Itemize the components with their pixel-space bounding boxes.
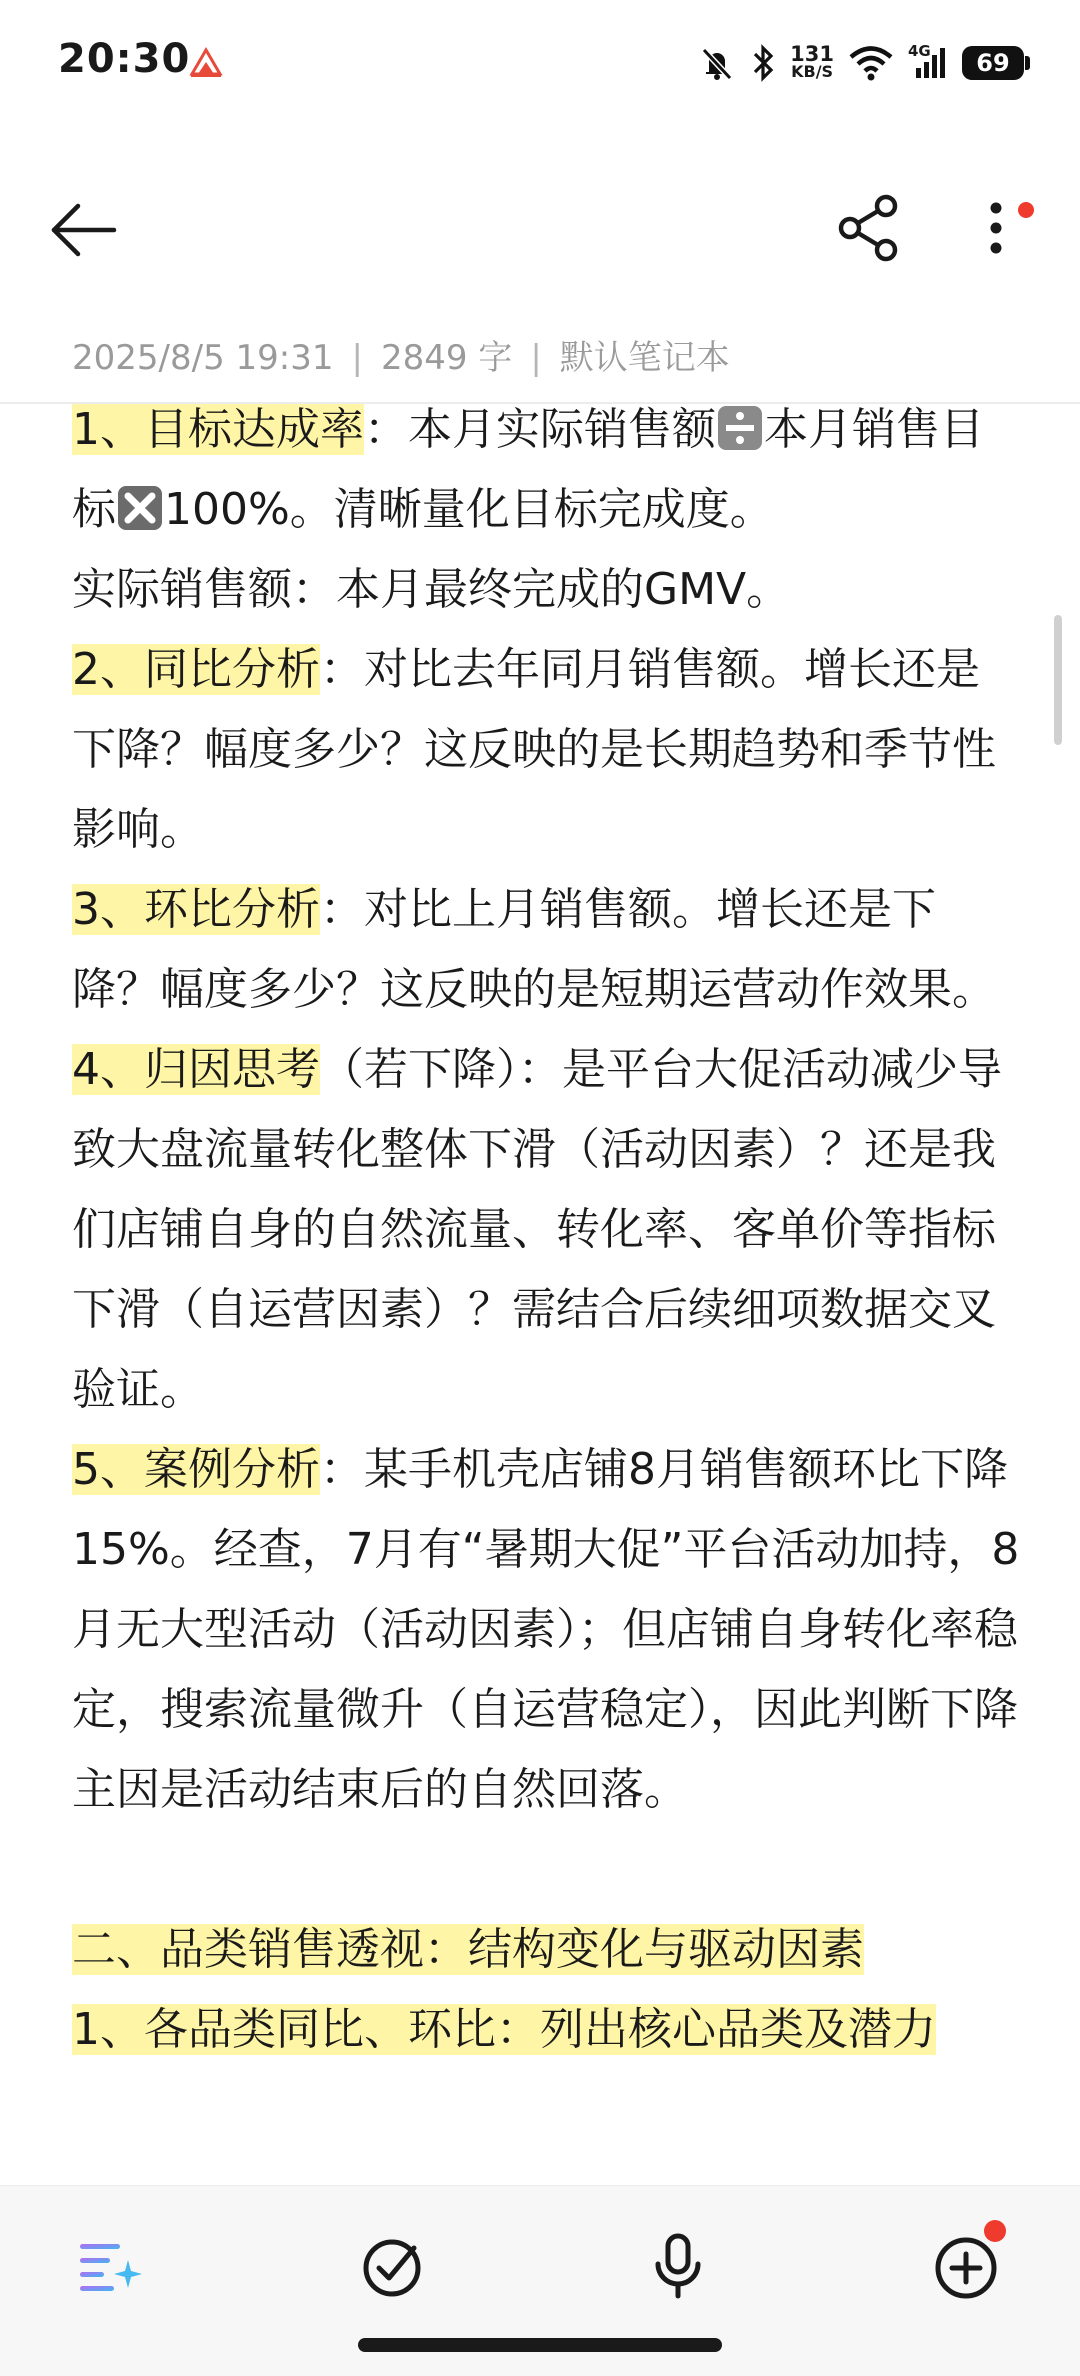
paragraph-1: 1、目标达成率：本月实际销售额 本月销售目标 100%。清晰量化目标完成度。 — [72, 404, 984, 535]
network-speed: 131 KB/S — [790, 42, 834, 81]
paragraph-2: 2、同比分析：对比去年同月销售额。增长还是下降？幅度多少？这反映的是长期趋势和季节性影响。 — [72, 644, 996, 855]
note-meta: 2025/8/5 19:31 | 2849 字 | 默认笔记本 — [72, 338, 730, 378]
notification-dot — [984, 2220, 1006, 2242]
checklist-icon[interactable] — [352, 2226, 432, 2306]
signal-icon: 4G — [908, 44, 948, 82]
highlighted-heading: 1、目标达成率 — [72, 404, 364, 455]
multiply-emoji-icon — [116, 484, 164, 532]
note-content[interactable] — [72, 390, 1022, 2070]
note-date: 2025/8/5 19:31 — [72, 338, 334, 378]
microphone-icon[interactable] — [638, 2226, 718, 2306]
back-arrow-icon[interactable] — [48, 194, 120, 266]
mute-bell-icon — [698, 44, 736, 82]
highlighted-heading: 3、环比分析 — [72, 884, 320, 935]
home-indicator[interactable] — [358, 2338, 722, 2352]
status-time: 20:30 — [58, 36, 191, 82]
bluetooth-icon — [750, 44, 776, 82]
add-button[interactable] — [926, 2226, 1006, 2306]
more-vertical-icon — [968, 192, 1028, 264]
battery-icon: 69 — [962, 46, 1024, 80]
section-heading: 二、品类销售透视：结构变化与驱动因素 — [72, 1924, 864, 1975]
status-icons — [698, 38, 1024, 88]
blank-line — [72, 1830, 1022, 1910]
word-count: 2849 字 — [380, 338, 513, 378]
divide-emoji-icon — [716, 404, 764, 452]
paragraph-4: 4、归因思考（若下降）：是平台大促活动减少导致大盘流量转化整体下滑（活动因素）？还是我们店铺自身的自然流量、转化率、客单价等指标下滑（自运营因素）？需结合后续细项数据交叉验证。 — [72, 1044, 1002, 1415]
red-mountain-app-icon — [188, 44, 224, 80]
paragraph-cutoff: 1、各品类同比、环比：列出核心品类及潜力 — [72, 2004, 936, 2055]
paragraph-3: 3、环比分析：对比上月销售额。增长还是下降？幅度多少？这反映的是短期运营动作效果。 — [72, 884, 996, 1015]
highlighted-heading: 2、同比分析 — [72, 644, 320, 695]
wifi-icon — [848, 44, 894, 82]
more-button[interactable] — [968, 192, 1028, 264]
share-icon[interactable] — [834, 192, 906, 264]
highlighted-heading: 4、归因思考 — [72, 1044, 320, 1095]
scrollbar-thumb[interactable] — [1054, 615, 1062, 745]
highlighted-heading: 5、案例分析 — [72, 1444, 320, 1495]
note-toolbar — [0, 170, 1080, 290]
paragraph-1-line2: 实际销售额：本月最终完成的GMV。 — [72, 564, 791, 615]
paragraph-5: 5、案例分析：某手机壳店铺8月销售额环比下降15%。经查，7月有“暑期大促”平台活动加持，8月无大型活动（活动因素）；但店铺自身转化率稳定，搜索流量微升（自运营稳定），因此判断下降主因是活动结束后的自然回落。 — [72, 1444, 1020, 1815]
notebook-name[interactable]: 默认笔记本 — [559, 338, 730, 378]
notification-dot — [1018, 202, 1034, 218]
status-bar — [0, 0, 1080, 120]
ai-format-icon[interactable] — [68, 2226, 148, 2306]
